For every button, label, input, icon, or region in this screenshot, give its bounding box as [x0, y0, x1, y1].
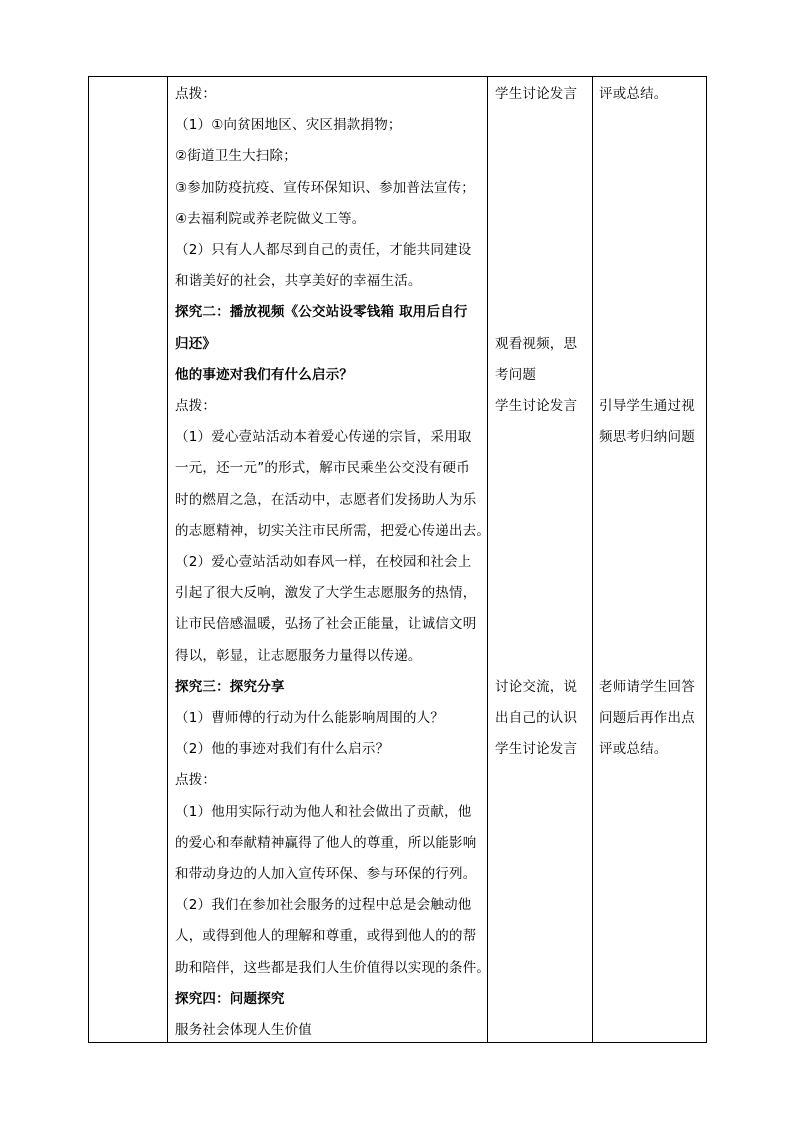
- content-line: 点拨：: [175, 398, 217, 414]
- section-heading-line: 他的事迹对我们有什么启示？: [175, 366, 354, 383]
- content-line: 的志愿精神，切实关注市民所需，把爱心传递出去。: [175, 522, 491, 539]
- content-line: ④去福利院或养老院做义工等。: [175, 210, 366, 227]
- student-activity-line: 讨论交流，说: [495, 678, 578, 695]
- column-divider: [487, 77, 488, 1042]
- content-line: 让市民倍感温暖，弘扬了社会正能量，让诚信文明: [175, 616, 477, 633]
- content-line: 点拨：: [175, 772, 217, 789]
- content-line: 一元，还一元”的形式，解市民乘坐公交没有硬币: [175, 460, 470, 477]
- content-line: 和带动身边的人加入宣传环保、参与环保的行列。: [175, 866, 477, 882]
- content-line: 和谐美好的社会，共享美好的幸福生活。: [175, 273, 422, 290]
- teacher-activity-line: 频思考归纳问题: [599, 429, 695, 446]
- teacher-activity-line: 评或总结。: [599, 741, 668, 758]
- section-heading-line: 探究二：播放视频《公交站设零钱箱 取用后自行: [175, 304, 468, 321]
- content-line: （1）他用实际行动为他人和社会做出了贡献，他: [175, 803, 472, 820]
- content-line: 点拨：: [175, 86, 217, 102]
- content-line: 时的燃眉之急，在活动中，志愿者们发扬助人为乐: [175, 491, 477, 508]
- student-activity-line: 学生讨论发言: [495, 741, 578, 758]
- column-divider: [592, 77, 593, 1042]
- section-heading-line: 探究三：探究分享: [175, 678, 285, 695]
- student-activity-line: 学生讨论发言: [495, 398, 578, 414]
- lesson-table: [88, 76, 707, 1043]
- content-line: 人，或得到他人的理解和尊重，或得到他人的的帮: [175, 928, 477, 945]
- content-line: （2）他的事迹对我们有什么启示？: [175, 741, 390, 758]
- content-line: 引起了很大反响，激发了大学生志愿服务的热情，: [175, 585, 477, 602]
- student-activity-line: 考问题: [495, 366, 537, 383]
- column-divider: [167, 77, 168, 1042]
- teacher-activity-line: 问题后再作出点: [599, 710, 695, 726]
- student-activity-line: 出自己的认识: [495, 710, 578, 726]
- content-line: （1）爱心壹站活动本着爱心传递的宗旨，采用取: [175, 429, 472, 446]
- content-line: （1）曹师傅的行动为什么能影响周围的人？: [175, 710, 445, 726]
- content-line: ③参加防疫抗疫、宣传环保知识、参加普法宣传；: [175, 179, 476, 196]
- teacher-activity-line: 引导学生通过视: [599, 398, 695, 414]
- content-line: 得以，彰显，让志愿服务力量得以传递。: [175, 647, 422, 664]
- content-line: （2）爱心壹站活动如春风一样，在校园和社会上: [175, 554, 472, 570]
- content-line: 助和陪伴，这些都是我们人生价值得以实现的条件。: [175, 959, 491, 976]
- content-line: ②街道卫生大扫除；: [175, 148, 297, 165]
- student-activity-line: 观看视频，思: [495, 335, 578, 352]
- content-line: （2）我们在参加社会服务的过程中总是会触动他: [175, 897, 472, 914]
- teacher-activity-line: 评或总结。: [599, 86, 668, 102]
- content-line: （1）①向贫困地区、灾区捐款捐物；: [175, 117, 402, 134]
- content-line: 服务社会体现人生价值: [175, 1022, 312, 1038]
- section-heading-line: 归还》: [175, 335, 217, 352]
- student-activity-line: 学生讨论发言: [495, 86, 578, 102]
- content-line: 的爱心和奉献精神赢得了他人的尊重，所以能影响: [175, 834, 477, 851]
- teacher-activity-line: 老师请学生回答: [599, 678, 695, 695]
- section-heading-line: 探究四：问题探究: [175, 990, 285, 1007]
- content-line: （2）只有人人都尽到自己的责任，才能共同建设: [175, 242, 472, 258]
